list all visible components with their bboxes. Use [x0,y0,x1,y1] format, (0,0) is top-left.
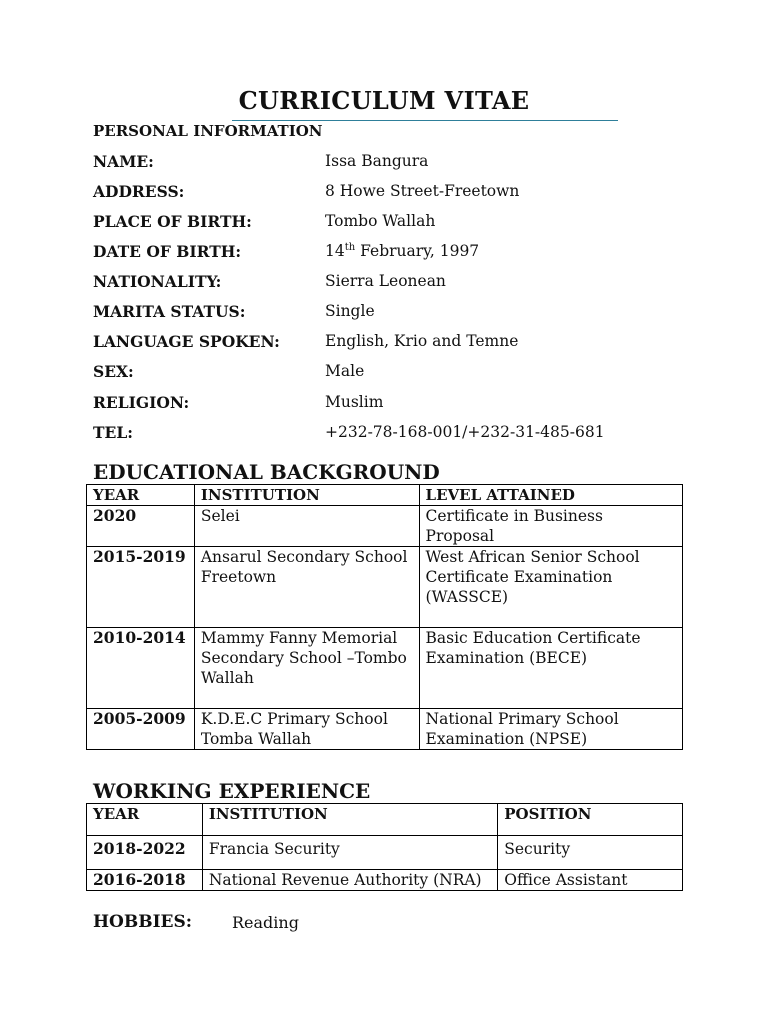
education-heading: EDUCATIONAL BACKGROUND [93,460,440,484]
cell-level: West African Senior School Certificate Examination (WASSCE) [419,547,682,628]
field-label: TEL: [93,423,133,442]
field-label: LANGUAGE SPOKEN: [93,332,280,351]
cv-title: CURRICULUM VITAE [238,86,530,115]
field-value: Sierra Leonean [325,272,446,290]
cell-level: Basic Education Certificate Examination (BECE) [419,628,682,709]
column-header-level: LEVEL ATTAINED [419,485,682,506]
field-value [325,242,479,260]
table-row [87,836,683,870]
cell-institution: Ansarul Secondary School Freetown [194,547,419,628]
field-label: MARITA STATUS: [93,302,246,321]
dob-day: 14 [325,242,345,261]
cell-year: 2010-2014 [87,628,195,709]
hobbies-label: HOBBIES: [93,912,193,932]
cell-year: 2015-2019 [87,547,195,628]
table-row [87,628,683,709]
personal-info-heading: PERSONAL INFORMATION [93,122,323,140]
dob-rest: February, 1997 [355,242,480,261]
cell-year: 2016-2018 [87,870,203,891]
field-value: English, Krio and Temne [325,332,519,350]
table-row [87,870,683,891]
field-label: RELIGION: [93,393,190,412]
cell-institution: K.D.E.C Primary School Tomba Wallah [194,709,419,750]
column-header-year: YEAR [87,485,195,506]
education-table [86,484,683,750]
field-label: NAME: [93,152,154,171]
work-table [86,803,683,891]
field-value: 8 Howe Street-Freetown [325,182,520,200]
work-heading: WORKING EXPERIENCE [93,779,371,803]
field-value: Muslim [325,393,384,411]
field-value: Male [325,362,365,380]
field-value: Single [325,302,375,320]
table-row [87,709,683,750]
table-header-row [87,485,683,506]
field-label: DATE OF BIRTH: [93,242,242,261]
field-value: Tombo Wallah [325,212,436,230]
hobbies-value: Reading [232,913,299,932]
field-value: +232-78-168-001/+232-31-485-681 [325,423,605,441]
cell-year: 2018-2022 [87,836,203,870]
field-label: ADDRESS: [93,182,185,201]
dob-suffix: th [344,242,356,253]
cell-institution: National Revenue Authority (NRA) [202,870,497,891]
cell-position: Security [498,836,683,870]
cell-position: Office Assistant [498,870,683,891]
field-value: Issa Bangura [325,152,429,170]
table-header-row [87,804,683,836]
title-underline [232,120,618,121]
cell-institution: Selei [194,506,419,547]
table-row [87,506,683,547]
column-header-institution: INSTITUTION [194,485,419,506]
cell-institution: Francia Security [202,836,497,870]
field-label: NATIONALITY: [93,272,222,291]
table-row [87,547,683,628]
cell-year: 2005-2009 [87,709,195,750]
column-header-position: POSITION [498,804,683,836]
field-label: PLACE OF BIRTH: [93,212,252,231]
cell-institution: Mammy Fanny Memorial Secondary School –Tombo Wallah [194,628,419,709]
cell-level: Certificate in Business Proposal [419,506,682,547]
column-header-institution: INSTITUTION [202,804,497,836]
field-label: SEX: [93,362,134,381]
cell-level: National Primary School Examination (NPSE) [419,709,682,750]
column-header-year: YEAR [87,804,203,836]
cell-year: 2020 [87,506,195,547]
